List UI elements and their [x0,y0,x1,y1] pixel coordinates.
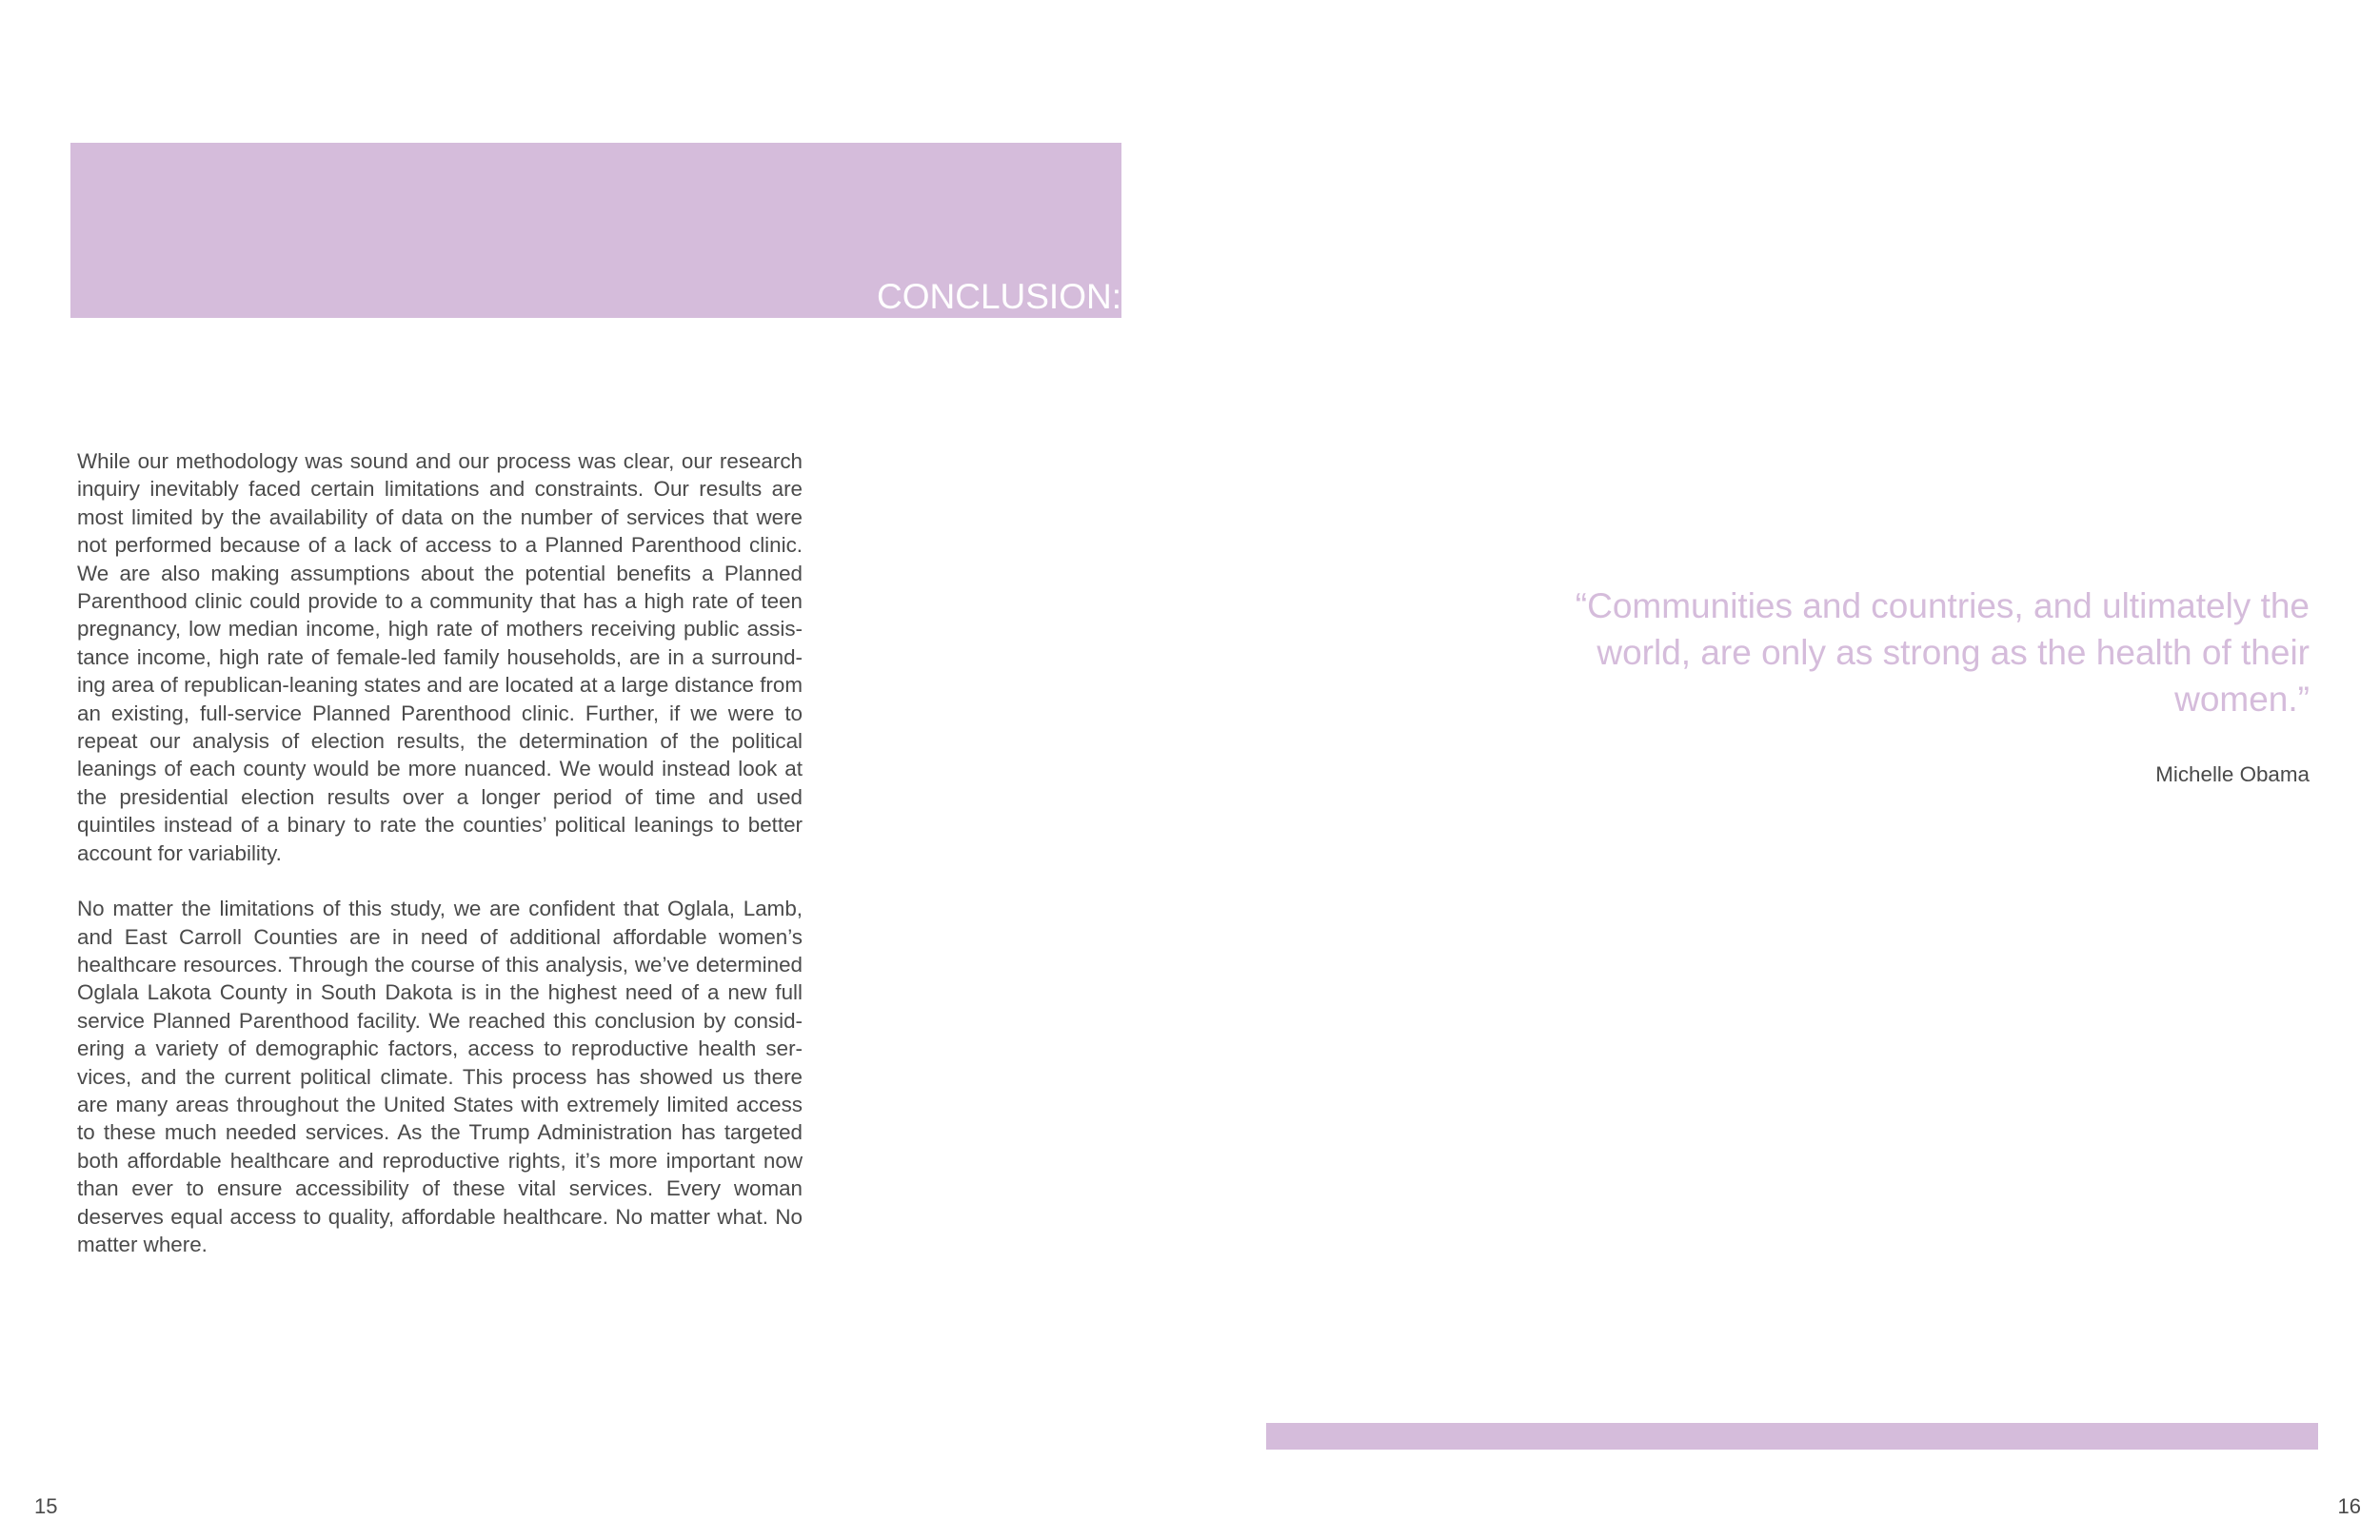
page-number-right: 16 [2337,1494,2361,1518]
body-text [77,447,803,1286]
quote-text: “Communities and countries, and ultimately the world, are only as strong as the health of their women.” [1575,586,2310,719]
right-page [1190,0,2380,1540]
title-banner [70,143,1121,318]
quote-author: Michelle Obama [2155,762,2310,786]
paragraph-limitations: While our methodology was sound and our process was clear, our research inquiry inevitably faced certain limitations and constraints. Our results are most limited by the availability of data on the number of services that were not performed because of a lack of access to a Planned Parenthood clinic. We are also making assumptions about the potential benefits a Planned Parenthood clinic could provide to a community that has a high rate of teen pregnancy, low median income, high rate of mothers receiving public assistance income, high rate of female-led family households, are in a surrounding area of republican-leaning states and are located at a large distance from an existing, full-service Planned Parenthood clinic. Further, if we were to repeat our analysis of election results, the determination of the political leanings of each county would be more nuanced. We would instead look at the presidential election results over a longer period of time and used quintiles instead of a binary to rate the counties’ political leanings to better account for variability. [77,449,803,865]
page-number-left: 15 [34,1494,58,1518]
footer-accent-bar [1266,1423,2318,1450]
page-title: CONCLUSION: [877,277,1121,316]
paragraph-conclusion: No matter the limitations of this study, we are confident that Oglala, Lamb, and East Carroll Counties are in need of additional affordable women’s healthcare resources. Through the course of this analysis, we’ve determined Oglala Lakota County in South Dakota is in the highest need of a new full service Planned Parenthood facility. We reached this conclusion by considering a variety of demographic factors, access to reproductive health services, and the current political climate. This process has showed us there are many areas throughout the United States with extremely limited access to these much needed services. As the Trump Administration has targeted both affordable healthcare and reproductive rights, it’s more important now than ever to ensure accessibility of these vital services. Every woman deserves equal access to quality, affordable healthcare. No matter what. No matter where. [77,897,803,1256]
pull-quote [1567,582,2310,789]
